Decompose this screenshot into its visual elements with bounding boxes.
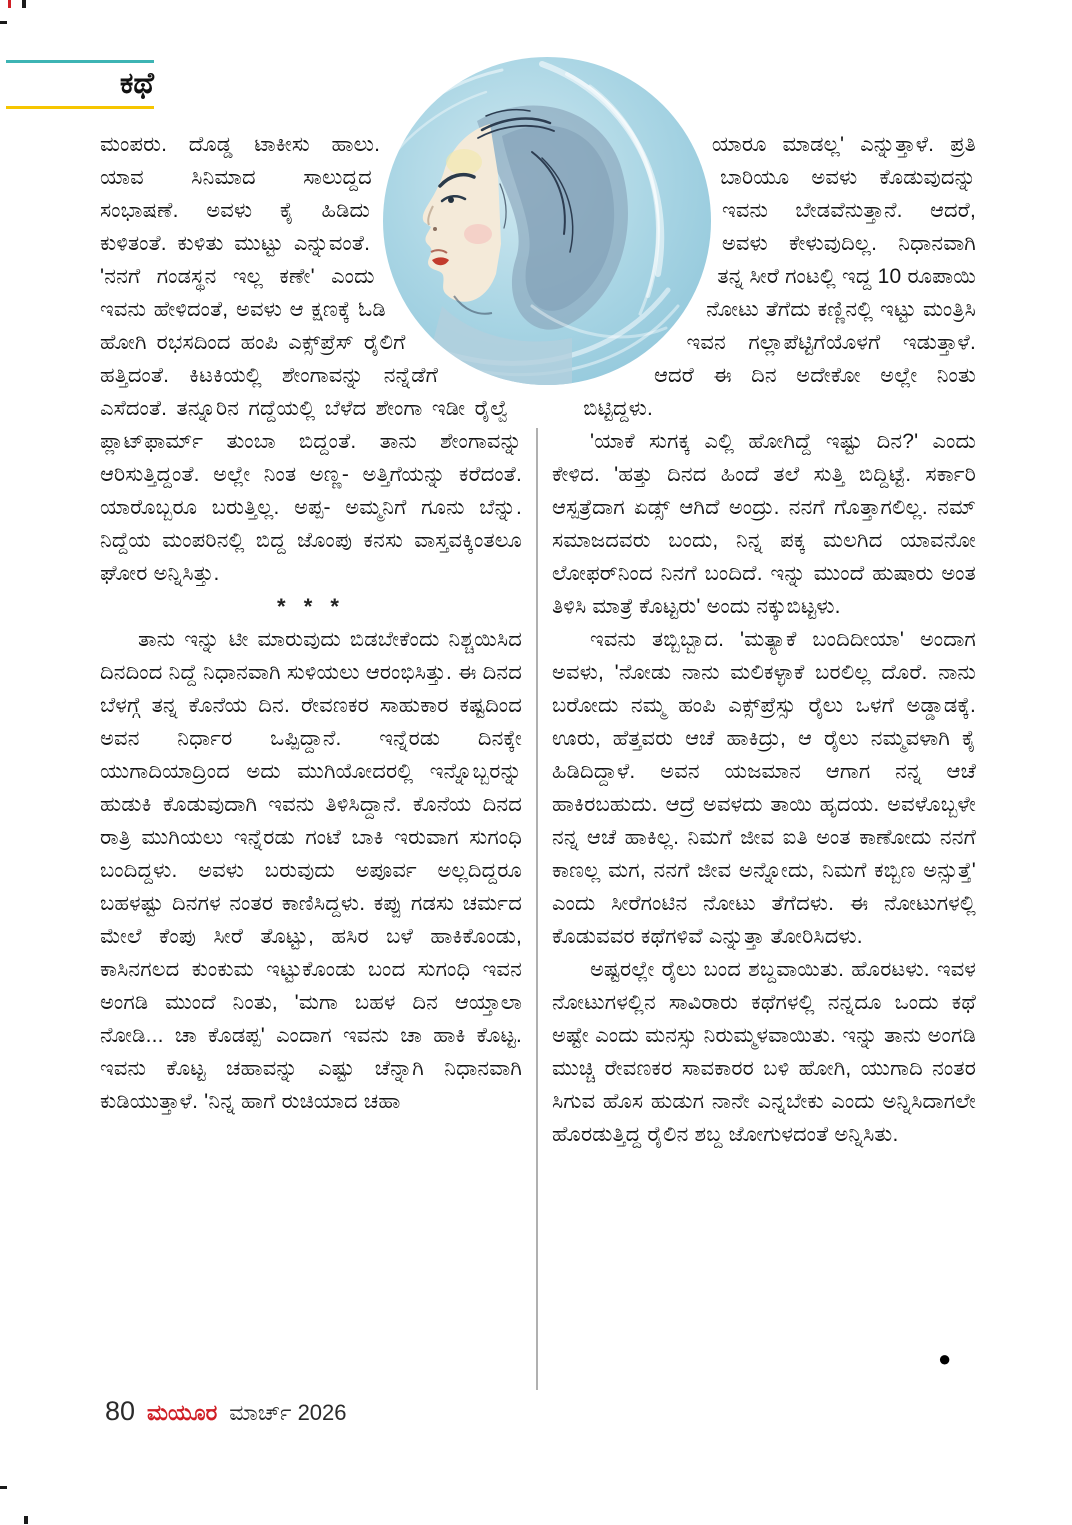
paragraph: ಮಂಪರು. ದೊಡ್ಡ ಟಾಕೀಸು ಹಾಲು. ಯಾವ ಸಿನಿಮಾದ ಸಾಲುದ್ದದ ಸಂಭಾಷಣೆ. ಅವಳು ಕೈ ಹಿಡಿದು ಕುಳಿತಂತೆ. ಕುಳಿತು ಮುಟ್ಟು ಎನ್ನುವಂತೆ. 'ನನಗೆ ಗಂಡಸ್ಥನ ಇಲ್ಲ ಕಣೇ' ಎಂದು ಇವನು ಹೇಳಿದಂತೆ, ಅವಳು ಆ ಕ್ಷಣಕ್ಕೆ ಓಡಿ ಹೋಗಿ ರಭಸದಿಂದ ಹಂಪಿ ಎಕ್ಸ್‌ಪ್ರೆಸ್ ರೈಲಿಗೆ ಹತ್ತಿದಂತೆ. ಕಿಟಕಿಯಲ್ಲಿ ಶೇಂಗಾವನ್ನು ನನ್ನೆಡೆಗೆ ಎಸೆದಂತೆ. ತನ್ನೂರಿನ ಗದ್ದೆಯಲ್ಲಿ ಬೆಳೆದ ಶೇಂಗಾ ಇಡೀ ರೈಲ್ವೆ ಪ್ಲಾಟ್‌ಫಾರ್ಮ್ ತುಂಬಾ ಬಿದ್ದಂತೆ. ತಾನು ಶೇಂಗಾವನ್ನು ಆರಿಸುತ್ತಿದ್ದಂತೆ. ಅಲ್ಲೇ ನಿಂತ ಅಣ್ಣ- ಅತ್ತಿಗೆಯನ್ನು ಕರೆದಂತೆ. ಯಾರೊಬ್ಬರೂ ಬರುತ್ತಿಲ್ಲ. ಅಪ್ಪ- ಅಮ್ಮನಿಗೆ ಗೂನು ಬೆನ್ನು. ನಿದ್ದೆಯ ಮಂಪರಿನಲ್ಲಿ ಬಿದ್ದ ಜೊಂಪು ಕನಸು ವಾಸ್ತವಕ್ಕಿಂತಲೂ ಘೋರ ಅನ್ನಿಸಿತ್ತು. xyxy=(100,133,522,585)
end-of-story-icon: ● xyxy=(938,1346,952,1371)
crop-mark-bottom-left-horizontal xyxy=(0,1486,7,1489)
crop-mark-top-left-vertical xyxy=(22,0,26,8)
crop-mark-bottom-left-vertical xyxy=(24,1516,28,1524)
header-rule-teal xyxy=(6,60,154,63)
right-column xyxy=(552,128,976,1400)
crop-mark-left-horizontal xyxy=(0,21,7,24)
crop-mark-red-top-left xyxy=(8,0,11,8)
column-divider xyxy=(536,428,538,1390)
paragraph: 'ಯಾಕೆ ಸುಗಕ್ಕ ಎಲ್ಲಿ ಹೋಗಿದ್ದೆ ಇಷ್ಟು ದಿನ?' ಎಂದು ಕೇಳಿದ. 'ಹತ್ತು ದಿನದ ಹಿಂದೆ ತಲೆ ಸುತ್ತಿ ಬಿದ್ದಿಟ್ಟೆ. ಸರ್ಕಾರಿ ಆಸ್ಪತ್ರೆದಾಗ ಏಡ್ಸ್ ಆಗಿದೆ ಅಂದ್ರು. ನನಗೆ ಗೊತ್ತಾಗಲಿಲ್ಲ. ನಮ್ ಸಮಾಜದವರು ಬಂದು, ನಿನ್ನ ಪಕ್ಕ ಮಲಗಿದ ಯಾವನೋ ಲೋಫರ್‌ನಿಂದ ನಿನಗೆ ಬಂದಿದೆ. ಇನ್ನು ಮುಂದೆ ಹುಷಾರು ಅಂತ ತಿಳಿಸಿ ಮಾತ್ರೆ ಕೊಟ್ಟರು' ಅಂದು ನಕ್ಕುಬಿಟ್ಟಳು. xyxy=(552,430,976,618)
magazine-logo: ಮಯೂರ xyxy=(147,1400,218,1425)
story-separator: * * * xyxy=(277,594,345,619)
left-column xyxy=(100,128,522,1400)
header-rule-yellow xyxy=(6,106,154,109)
paragraph: ತಾನು ಇನ್ನು ಟೀ ಮಾರುವುದು ಬಿಡಬೇಕೆಂದು ನಿಶ್ಚಯಿಸಿದ ದಿನದಿಂದ ನಿದ್ದೆ ನಿಧಾನವಾಗಿ ಸುಳಿಯಲು ಆರಂಭಿಸಿತ್ತು. ಈ ದಿನದ ಬೆಳಗ್ಗೆ ತನ್ನ ಕೊನೆಯ ದಿನ. ರೇವಣಕರ ಸಾಹುಕಾರ ಕಷ್ಟದಿಂದ ಅವನ ನಿರ್ಧಾರ ಒಪ್ಪಿದ್ದಾನೆ. ಇನ್ನೆರಡು ದಿನಕ್ಕೇ ಯುಗಾದಿಯಾದ್ರಿಂದ ಅದು ಮುಗಿಯೋದರಲ್ಲಿ ಇನ್ನೊಬ್ಬರನ್ನು ಹುಡುಕಿ ಕೊಡುವುದಾಗಿ ಇವನು ತಿಳಿಸಿದ್ದಾನೆ. ಕೊನೆಯ ದಿನದ ರಾತ್ರಿ ಮುಗಿಯಲು ಇನ್ನೆರಡು ಗಂಟೆ ಬಾಕಿ ಇರುವಾಗ ಸುಗಂಧಿ ಬಂದಿದ್ದಳು. ಅವಳು ಬರುವುದು ಅಪೂರ್ವ ಅಲ್ಲದಿದ್ದರೂ ಬಹಳಷ್ಟು ದಿನಗಳ ನಂತರ ಕಾಣಿಸಿದ್ದಳು. ಕಪ್ಪು ಗಡಸು ಚರ್ಮದ ಮೇಲೆ ಕೆಂಪು ಸೀರೆ ತೊಟ್ಟು, ಹಸಿರ ಬಳೆ ಹಾಕಿಕೊಂಡು, ಕಾಸಿನಗಲದ ಕುಂಕುಮ ಇಟ್ಟುಕೊಂಡು ಬಂದ ಸುಗಂಧಿ ಇವನ ಅಂಗಡಿ ಮುಂದೆ ನಿಂತು, 'ಮಗಾ ಬಹಳ ದಿನ ಆಯ್ತಾಲಾ ನೋಡಿ... ಚಾ ಕೊಡಪ್ಪ' ಎಂದಾಗ ಇವನು ಚಾ ಹಾಕಿ ಕೊಟ್ಟ. ಇವನು ಕೊಟ್ಟ ಚಹಾವನ್ನು ಎಷ್ಟು ಚೆನ್ನಾಗಿ ನಿಧಾನವಾಗಿ ಕುಡಿಯುತ್ತಾಳೆ. 'ನಿನ್ನ ಹಾಗೆ ರುಚಿಯಾದ ಚಹಾ xyxy=(100,628,522,1113)
section-title: ಕಥೆ xyxy=(119,67,154,100)
paragraph: ಇವನು ತಬ್ಬಿಬ್ಬಾದ. 'ಮತ್ಯಾಕೆ ಬಂದಿದೀಯಾ' ಅಂದಾಗ ಅವಳು, 'ನೋಡು ನಾನು ಮಲಿಕಳ್ಳಾಕೆ ಬರಲಿಲ್ಲ ದೊರೆ. ನಾನು ಬರೋದು ನಮ್ಮ ಹಂಪಿ ಎಕ್ಸ್‌ಪ್ರೆಸ್ಸು ರೈಲು ಒಳಗೆ ಅಡ್ಡಾಡಕ್ಕೆ. ಊರು, ಹೆತ್ತವರು ಆಚೆ ಹಾಕಿದ್ರು, ಆ ರೈಲು ನಮ್ಮವಳಾಗಿ ಕೈ ಹಿಡಿದಿದ್ದಾಳೆ. ಅವನ ಯಜಮಾನ ಆಗಾಗ ನನ್ನ ಆಚೆ ಹಾಕಿರಬಹುದು. ಆದ್ರೆ ಅವಳದು ತಾಯಿ ಹೃದಯ. ಅವಳೊಬ್ಬಳೇ ನನ್ನ ಆಚೆ ಹಾಕಿಲ್ಲ. ನಿಮಗೆ ಜೀವ ಐತಿ ಅಂತ ಕಾಣೋದು ನನಗೆ ಕಾಣಲ್ಲ ಮಗ, ನನಗೆ ಜೀವ ಅನ್ನೋದು, ನಿಮಗೆ ಕಬ್ಬಿಣ ಅನ್ಸುತ್ತೆ' ಎಂದು ಸೀರೆಗಂಟಿನ ನೋಟು ತೆಗೆದಳು. ಈ ನೋಟುಗಳಲ್ಲಿ ಕೊಡುವವರ ಕಥೆಗಳಿವೆ ಎನ್ನುತ್ತಾ ತೋರಿಸಿದಳು. xyxy=(552,628,976,948)
paragraph: ಯಾರೂ ಮಾಡಲ್ಲ' ಎನ್ನುತ್ತಾಳೆ. ಪ್ರತಿ ಬಾರಿಯೂ ಅವಳು ಕೊಡುವುದನ್ನು ಇವನು ಬೇಡವೆನುತ್ತಾನೆ. ಆದರೆ, ಅವಳು ಕೇಳುವುದಿಲ್ಲ. ನಿಧಾನವಾಗಿ ತನ್ನ ಸೀರೆ ಗಂಟಲ್ಲಿ ಇದ್ದ 10 ರೂಪಾಯಿ ನೋಟು ತೆಗೆದು ಕಣ್ಣಿನಲ್ಲಿ ಇಟ್ಟು ಮಂತ್ರಿಸಿ ಇವನ ಗಲ್ಲಾಪೆಟ್ಟಿಗೆಯೊಳಗೆ ಇಡುತ್ತಾಳೆ. ಆದರೆ ಈ ದಿನ ಅದೇಕೋ ಅಲ್ಲೇ ನಿಂತು ಬಿಟ್ಟಿದ್ದಳು. xyxy=(583,133,976,420)
page-footer xyxy=(105,1396,347,1427)
issue-date: ಮಾರ್ಚ್ 2026 xyxy=(229,1400,347,1425)
paragraph: ಅಷ್ಟರಲ್ಲೇ ರೈಲು ಬಂದ ಶಬ್ದವಾಯಿತು. ಹೊರಟಳು. ಇವಳ ನೋಟುಗಳಲ್ಲಿನ ಸಾವಿರಾರು ಕಥೆಗಳಲ್ಲಿ ನನ್ನದೂ ಒಂದು ಕಥೆ ಅಷ್ಟೇ ಎಂದು ಮನಸ್ಸು ನಿರುಮ್ಮಳವಾಯಿತು. ಇನ್ನು ತಾನು ಅಂಗಡಿ ಮುಚ್ಚಿ ರೇವಣಕರ ಸಾವಕಾರರ ಬಳಿ ಹೋಗಿ, ಯುಗಾದಿ ನಂತರ ಸಿಗುವ ಹೊಸ ಹುಡುಗ ನಾನೇ ಎನ್ನಬೇಕು ಎಂದು ಅನ್ನಿಸಿದಾಗಲೇ ಹೊರಡುತ್ತಿದ್ದ ರೈಲಿನ ಶಬ್ದ ಜೋಗುಳದಂತೆ ಅನ್ನಿಸಿತು. xyxy=(552,958,976,1146)
page-number: 80 xyxy=(105,1396,136,1426)
